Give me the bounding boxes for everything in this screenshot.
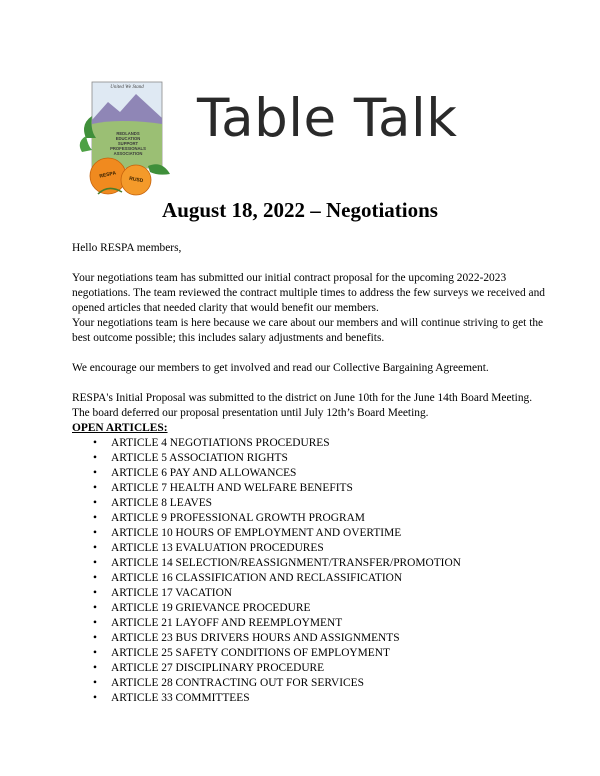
logo-line: PROFESSIONALS xyxy=(110,146,146,151)
bullet-icon: • xyxy=(93,512,97,524)
bullet-icon: • xyxy=(93,647,97,659)
article-list-item xyxy=(72,631,552,646)
open-articles-list xyxy=(72,436,552,706)
bullet-icon: • xyxy=(93,497,97,509)
article-list-item xyxy=(72,616,552,631)
article-list-item xyxy=(72,511,552,526)
bullet-icon: • xyxy=(93,692,97,704)
article-list-item xyxy=(72,436,552,451)
article-title: ARTICLE 6 PAY AND ALLOWANCES xyxy=(111,467,297,479)
logo-orange-left-text: RESPA xyxy=(98,170,117,180)
respa-logo xyxy=(78,80,174,198)
article-list-item xyxy=(72,661,552,676)
bullet-icon: • xyxy=(93,482,97,494)
bullet-icon: • xyxy=(93,452,97,464)
article-list-item xyxy=(72,496,552,511)
bullet-icon: • xyxy=(93,527,97,539)
article-title: ARTICLE 7 HEALTH AND WELFARE BENEFITS xyxy=(111,482,353,494)
article-title: ARTICLE 16 CLASSIFICATION AND RECLASSIFICATION xyxy=(111,572,403,584)
article-title: ARTICLE 17 VACATION xyxy=(111,587,233,599)
bullet-icon: • xyxy=(93,602,97,614)
article-title: ARTICLE 5 ASSOCIATION RIGHTS xyxy=(111,452,288,464)
article-list-item xyxy=(72,541,552,556)
open-articles-heading: OPEN ARTICLES: xyxy=(72,422,168,434)
article-title: ARTICLE 19 GRIEVANCE PROCEDURE xyxy=(111,602,311,614)
paragraph: Your negotiations team is here because we care about our members and will continue striving to get the best outcome possible; this includes salary adjustments and benefits. xyxy=(72,317,544,344)
article-list-item xyxy=(72,571,552,586)
article-title: ARTICLE 25 SAFETY CONDITIONS OF EMPLOYMENT xyxy=(111,647,390,659)
bullet-icon: • xyxy=(93,437,97,449)
article-title: ARTICLE 8 LEAVES xyxy=(111,497,212,509)
article-list-item xyxy=(72,646,552,661)
article-list-item xyxy=(72,586,552,601)
article-list-item xyxy=(72,481,552,496)
article-title: ARTICLE 13 EVALUATION PROCEDURES xyxy=(111,542,324,554)
article-list-item xyxy=(72,466,552,481)
article-title: ARTICLE 21 LAYOFF AND REEMPLOYMENT xyxy=(111,617,343,629)
logo-line: REDLANDS xyxy=(116,131,140,136)
article-title: ARTICLE 23 BUS DRIVERS HOURS AND ASSIGNMENTS xyxy=(111,632,400,644)
bullet-icon: • xyxy=(93,572,97,584)
bullet-icon: • xyxy=(93,542,97,554)
bullet-icon: • xyxy=(93,587,97,599)
leaf-icon xyxy=(148,164,170,174)
newsletter-masthead: Table Talk xyxy=(197,88,458,149)
article-list-item xyxy=(72,676,552,691)
bullet-icon: • xyxy=(93,617,97,629)
bullet-icon: • xyxy=(93,662,97,674)
bullet-icon: • xyxy=(93,557,97,569)
leaf-icon xyxy=(80,136,92,152)
greeting: Hello RESPA members, xyxy=(72,242,182,254)
logo-orange-right-text: RUSD xyxy=(128,175,144,185)
document-body xyxy=(72,241,552,706)
logo-line: SUPPORT xyxy=(117,141,139,146)
logo-banner-text: United We Stand xyxy=(110,85,144,90)
paragraph: We encourage our members to get involved and read our Collective Bargaining Agreement. xyxy=(72,362,489,374)
logo-line: ASSOCIATION xyxy=(113,151,143,156)
article-title: ARTICLE 28 CONTRACTING OUT FOR SERVICES xyxy=(111,677,364,689)
article-title: ARTICLE 27 DISCIPLINARY PROCEDURE xyxy=(111,662,325,674)
article-list-item xyxy=(72,556,552,571)
article-title: ARTICLE 9 PROFESSIONAL GROWTH PROGRAM xyxy=(111,512,365,524)
article-list-item xyxy=(72,526,552,541)
bullet-icon: • xyxy=(93,632,97,644)
document-title: August 18, 2022 – Negotiations xyxy=(162,198,438,222)
paragraph: RESPA's Initial Proposal was submitted to the district on June 10th for the June 14th Board Meeting. The board deferred our proposal presentation until July 12th’s Board Meeting. xyxy=(72,392,533,419)
bullet-icon: • xyxy=(93,467,97,479)
article-title: ARTICLE 4 NEGOTIATIONS PROCEDURES xyxy=(111,437,330,449)
logo-line: EDUCATION xyxy=(115,136,141,141)
bullet-icon: • xyxy=(93,677,97,689)
article-list-item xyxy=(72,601,552,616)
paragraph: Your negotiations team has submitted our initial contract proposal for the upcoming 2022-2023 negotiations. The team reviewed the contract multiple times to address the few surveys we received and opened articles that needed clarity that would benefit our members. xyxy=(72,272,545,314)
article-title: ARTICLE 14 SELECTION/REASSIGNMENT/TRANSFER/PROMOTION xyxy=(111,557,461,569)
article-title: ARTICLE 10 HOURS OF EMPLOYMENT AND OVERTIME xyxy=(111,527,402,539)
article-list-item xyxy=(72,451,552,466)
article-list-item xyxy=(72,691,552,706)
article-title: ARTICLE 33 COMMITTEES xyxy=(111,692,250,704)
